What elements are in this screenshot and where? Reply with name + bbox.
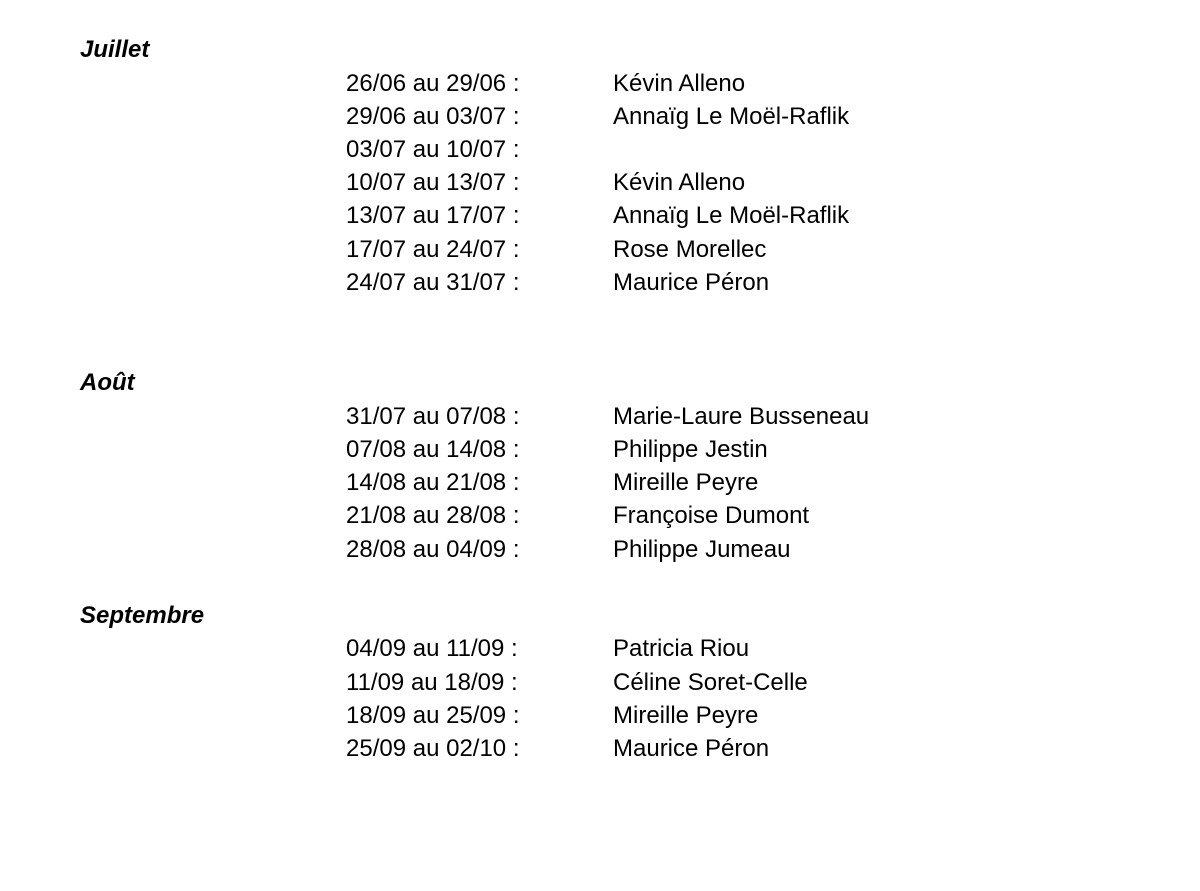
period-text: 26/06 au 29/06 : [346, 70, 520, 97]
schedule-row [0, 732, 1200, 765]
period-text: 25/09 au 02/10 : [346, 735, 520, 762]
period-text: 07/08 au 14/08 : [346, 436, 520, 463]
schedule-row [0, 133, 1200, 166]
person-name: Kévin Alleno [613, 70, 746, 97]
period-text: 18/09 au 25/09 : [346, 702, 520, 729]
month-heading-juillet: Juillet [80, 36, 150, 63]
person-name: Maurice Péron [613, 269, 770, 296]
period-text: 29/06 au 03/07 : [346, 103, 520, 130]
person-name: Kévin Alleno [613, 169, 746, 196]
period-text: 28/08 au 04/09 : [346, 536, 520, 563]
schedule-row [0, 533, 1200, 566]
schedule-row [0, 699, 1200, 732]
schedule-row [0, 166, 1200, 199]
schedule-row [0, 266, 1200, 299]
period-text: 03/07 au 10/07 : [346, 136, 520, 163]
schedule-row [0, 466, 1200, 499]
person-name: Rose Morellec [613, 236, 767, 263]
schedule-row [0, 433, 1200, 466]
schedule-row [0, 67, 1200, 100]
schedule-row [0, 100, 1200, 133]
person-name: Céline Soret-Celle [613, 669, 808, 696]
month-heading-aout: Août [80, 369, 135, 396]
person-name: Annaïg Le Moël-Raflik [613, 202, 850, 229]
schedule-row [0, 632, 1200, 665]
period-text: 21/08 au 28/08 : [346, 502, 520, 529]
period-text: 24/07 au 31/07 : [346, 269, 520, 296]
person-name: Mireille Peyre [613, 469, 759, 496]
period-text: 31/07 au 07/08 : [346, 403, 520, 430]
schedule-row [0, 199, 1200, 232]
person-name: Marie-Laure Busseneau [613, 403, 870, 430]
person-name: Philippe Jestin [613, 436, 768, 463]
person-name: Mireille Peyre [613, 702, 759, 729]
period-text: 13/07 au 17/07 : [346, 202, 520, 229]
person-name: Annaïg Le Moël-Raflik [613, 103, 850, 130]
schedule-row [0, 233, 1200, 266]
period-text: 10/07 au 13/07 : [346, 169, 520, 196]
person-name: Philippe Jumeau [613, 536, 791, 563]
schedule-row [0, 666, 1200, 699]
period-text: 14/08 au 21/08 : [346, 469, 520, 496]
period-text: 17/07 au 24/07 : [346, 236, 520, 263]
person-name: Maurice Péron [613, 735, 770, 762]
period-text: 04/09 au 11/09 : [346, 635, 518, 662]
person-name: Patricia Riou [613, 635, 750, 662]
period-text: 11/09 au 18/09 : [346, 669, 518, 696]
month-heading-septembre: Septembre [80, 602, 205, 629]
person-name: Françoise Dumont [613, 502, 810, 529]
schedule-row [0, 499, 1200, 532]
schedule-row [0, 400, 1200, 433]
